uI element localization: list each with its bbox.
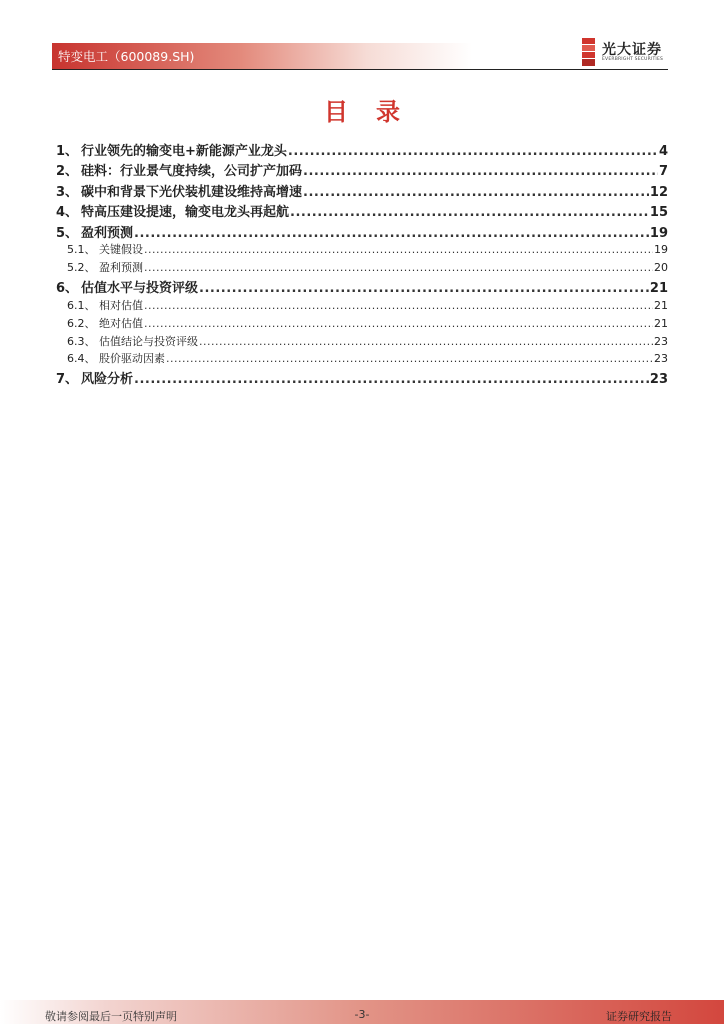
toc-entry-title: 硅料：行业景气度持续，公司扩产加码 [81, 164, 303, 178]
toc-entry-number: 6、 [56, 281, 79, 295]
page-number: -3- [354, 1008, 370, 1021]
toc-leader [199, 281, 649, 295]
toc-leader [144, 317, 653, 330]
footer-report-type: 证券研究报告 [606, 1010, 672, 1023]
toc-entry[interactable] [56, 181, 668, 199]
toc-leader [144, 299, 653, 312]
toc-entry-title: 估值结论与投资评级 [99, 335, 198, 348]
toc-entry-number: 6.1、 [67, 299, 96, 312]
toc-entry-title: 关键假设 [99, 243, 143, 256]
toc-entry-page: 4 [658, 144, 668, 158]
logo-english: EVERBRIGHT SECURITIES [602, 57, 664, 62]
toc-subentry[interactable] [67, 350, 668, 365]
toc-entry-page: 23 [649, 372, 668, 386]
toc-leader [166, 352, 653, 365]
toc-entry-title: 盈利预测 [81, 226, 134, 240]
toc-entry-page: 21 [654, 299, 668, 312]
toc-entry-title: 相对估值 [99, 299, 143, 312]
toc-subentry[interactable] [67, 241, 668, 256]
toc-entry-number: 6.2、 [67, 317, 96, 330]
toc-subentry[interactable] [67, 333, 668, 348]
toc-entry-number: 2、 [56, 164, 79, 178]
toc-leader [134, 372, 649, 386]
toc-entry-number: 6.3、 [67, 335, 96, 348]
toc-subentry[interactable] [67, 315, 668, 330]
toc-entry-title: 股价驱动因素 [99, 352, 165, 365]
toc-entry-title: 碳中和背景下光伏装机建设维持高增速 [81, 185, 303, 199]
toc-leader [290, 205, 649, 219]
toc-entry[interactable] [56, 160, 668, 178]
everbright-logo [582, 38, 672, 66]
toc-leader [144, 261, 653, 274]
toc-leader [199, 335, 653, 348]
logo-mark-icon [582, 38, 595, 66]
toc-entry-title: 盈利预测 [99, 261, 143, 274]
toc-entry-number: 4、 [56, 205, 79, 219]
toc-entry-title: 风险分析 [81, 372, 134, 386]
toc-leader [303, 164, 658, 178]
toc-entry[interactable] [56, 368, 668, 386]
toc-entry-title: 绝对估值 [99, 317, 143, 330]
footer-disclaimer: 敬请参阅最后一页特别声明 [45, 1010, 177, 1023]
toc-entry-number: 3、 [56, 185, 79, 199]
toc-entry-page: 19 [654, 243, 668, 256]
toc-entry-page: 19 [649, 226, 668, 240]
toc-entry-page: 15 [649, 205, 668, 219]
toc-entry-number: 6.4、 [67, 352, 96, 365]
toc-subentry[interactable] [67, 297, 668, 312]
toc-entry-page: 12 [649, 185, 668, 199]
toc-entry-number: 5、 [56, 226, 79, 240]
toc-entry[interactable] [56, 201, 668, 219]
header-divider [52, 69, 668, 70]
toc-entry[interactable] [56, 222, 668, 240]
toc-leader [288, 144, 658, 158]
toc-leader [303, 185, 649, 199]
toc-entry-page: 23 [654, 352, 668, 365]
toc-leader [134, 226, 649, 240]
toc-entry[interactable] [56, 277, 668, 295]
logo-name: 光大证券 [602, 42, 662, 58]
toc-entry[interactable] [56, 140, 668, 158]
toc-subentry[interactable] [67, 259, 668, 274]
toc-leader [144, 243, 653, 256]
toc-title: 目录 [324, 98, 428, 126]
toc-entry-page: 20 [654, 261, 668, 274]
toc-entry-number: 5.1、 [67, 243, 96, 256]
toc-entry-page: 23 [654, 335, 668, 348]
toc-entry-title: 估值水平与投资评级 [81, 281, 199, 295]
toc-entry-title: 特高压建设提速，输变电龙头再起航 [81, 205, 290, 219]
toc-entry-page: 21 [654, 317, 668, 330]
toc-entry-number: 1、 [56, 144, 79, 158]
toc-entry-page: 7 [658, 164, 668, 178]
toc-entry-number: 5.2、 [67, 261, 96, 274]
company-header: 特变电工（600089.SH) [58, 49, 195, 64]
toc-entry-title: 行业领先的输变电+新能源产业龙头 [81, 144, 287, 158]
toc-entry-page: 21 [649, 281, 668, 295]
toc-entry-number: 7、 [56, 372, 79, 386]
